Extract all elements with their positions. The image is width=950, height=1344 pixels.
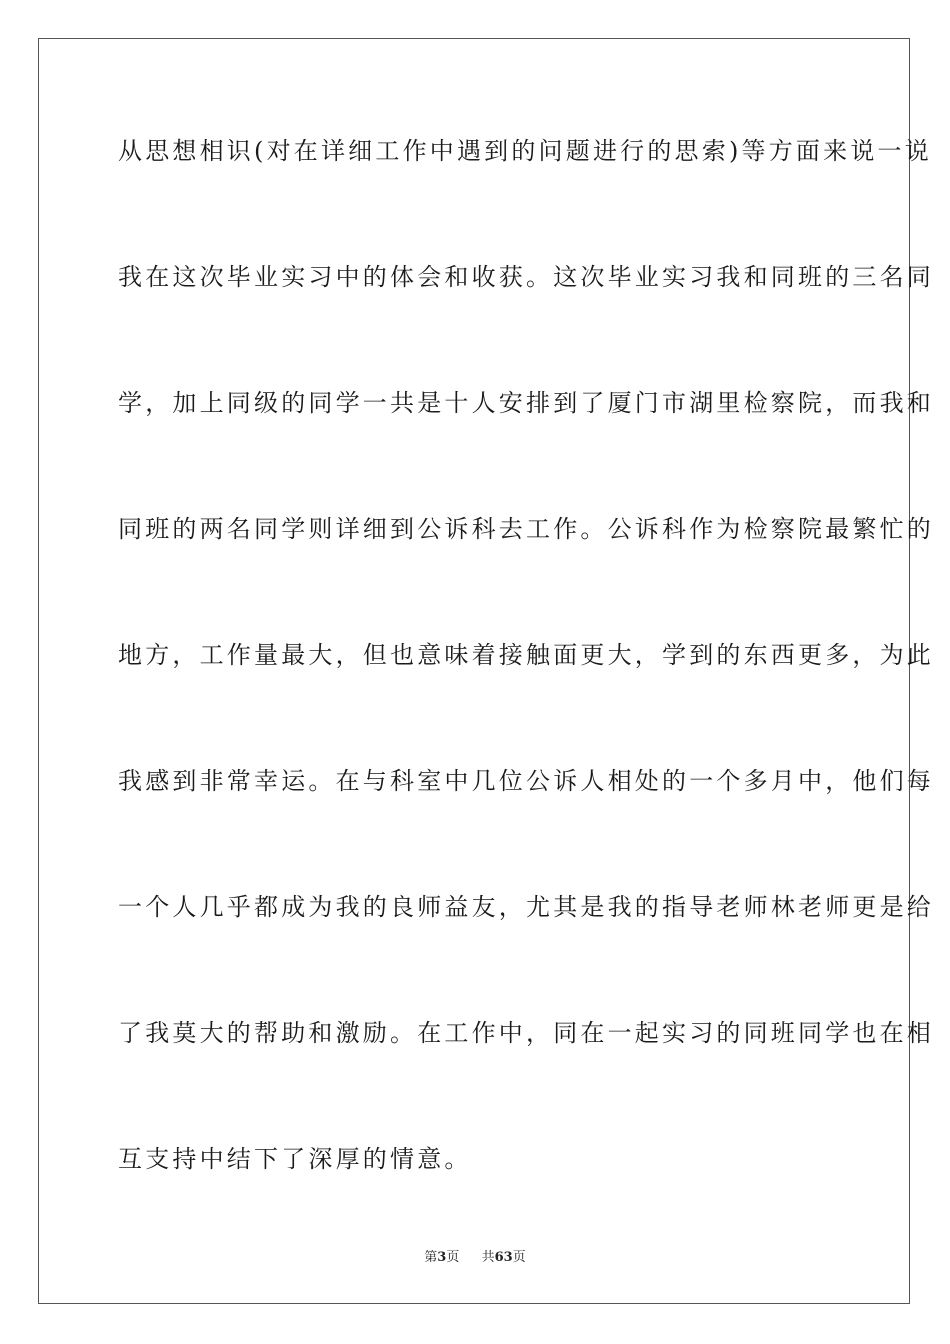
page-number: 3 [437, 1250, 447, 1265]
total-suffix: 页 [512, 1250, 526, 1265]
total-pages: 63 [494, 1250, 513, 1265]
paragraph-line: 同班的两名同学则详细到公诉科去工作。公诉科作为检察院最繁忙的 [118, 515, 934, 543]
paragraph-line: 我在这次毕业实习中的体会和收获。这次毕业实习我和同班的三名同 [118, 263, 934, 291]
page-suffix: 页 [446, 1250, 460, 1265]
paragraph-line: 地方，工作量最大，但也意味着接触面更大，学到的东西更多，为此 [118, 641, 934, 669]
paragraph-line: 了我莫大的帮助和激励。在工作中，同在一起实习的同班同学也在相 [118, 1019, 934, 1047]
page-prefix: 第 [424, 1250, 438, 1265]
paragraph-line: 从思想相识(对在详细工作中遇到的问题进行的思索)等方面来说一说 [118, 137, 932, 165]
paragraph-line: 一个人几乎都成为我的良师益友，尤其是我的指导老师林老师更是给 [118, 893, 934, 921]
paragraph-line: 我感到非常幸运。在与科室中几位公诉人相处的一个多月中，他们每 [118, 767, 934, 795]
total-prefix: 共 [481, 1250, 495, 1265]
paragraph-line: 互支持中结下了深厚的情意。 [118, 1145, 472, 1173]
total-pages-label [482, 1246, 526, 1265]
document-body [118, 120, 934, 1254]
page-number-label [424, 1246, 459, 1265]
paragraph-line: 学，加上同级的同学一共是十人安排到了厦门市湖里检察院，而我和 [118, 389, 934, 417]
page-footer [0, 1246, 950, 1265]
